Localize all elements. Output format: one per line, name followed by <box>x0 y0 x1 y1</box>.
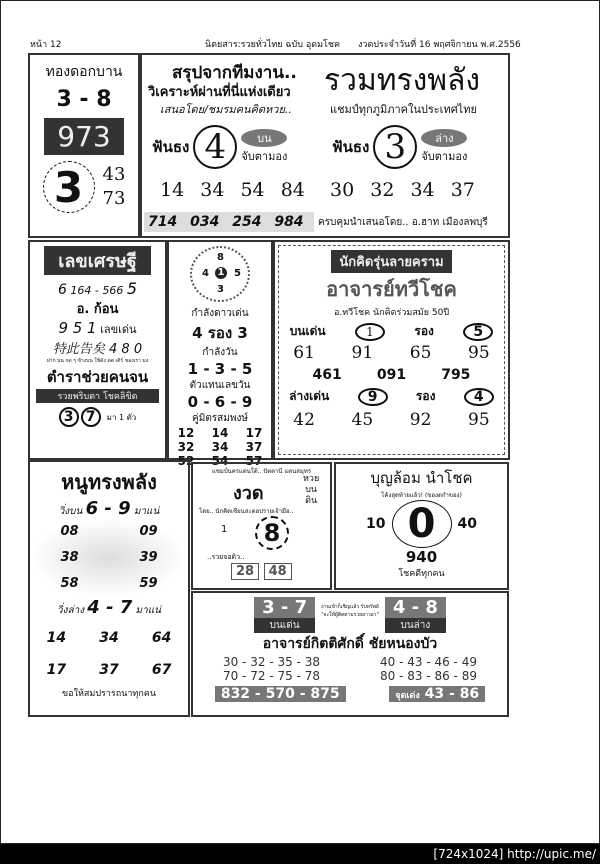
tongdok-box <box>28 53 140 238</box>
huay-side: บน <box>305 485 318 495</box>
grid-num: 37 <box>245 440 263 454</box>
lekset-note: มา 1 ตัว <box>106 412 137 422</box>
huay-big: งวด <box>233 483 264 504</box>
thawee-three: 091 <box>376 367 407 383</box>
tongdok-sub: 43 <box>102 164 126 185</box>
tongdok-big: 3 <box>43 161 95 213</box>
watch-note: จับตามอง <box>241 150 288 163</box>
thawee-rong: รอง <box>414 324 434 338</box>
kittisak-box <box>191 591 509 717</box>
nu-num: 34 <box>99 630 119 646</box>
boon-footer: โชคดีทุกคน <box>398 569 445 579</box>
publication-name: นิตยสาร:รวยทั่วไทย ฉบับ อุดมโชค <box>205 40 340 50</box>
thawee-banner: นักคิดรุ่นลายคราม <box>331 250 451 273</box>
image-watermark: [724x1024] http://upic.me/ <box>0 844 600 864</box>
nu-num: 17 <box>46 662 67 678</box>
top-number: 54 <box>240 179 265 201</box>
kittisak-name: อาจารย์กิตติศักดิ์ ชัยหนองบัว <box>262 636 438 652</box>
kittisak-threes: 832 - 570 - 875 <box>215 686 346 702</box>
kittisak-row: 70 - 72 - 75 - 78 <box>223 669 320 683</box>
boon-big: 0 <box>392 500 452 548</box>
lekset-small: ฝาก บน กด ๆ ข้างบน ใช้ดัง ดด เดิร์ ของเรา มง <box>46 358 149 364</box>
boon-box <box>334 462 509 590</box>
kamlang-label: กำลังวัน <box>202 347 238 358</box>
fanthong-label: ฟันธง <box>332 138 370 156</box>
huay-side: ดิน <box>305 496 318 506</box>
nu-pair: 6 - 9 <box>85 498 131 519</box>
kittisak-row: 40 - 43 - 46 - 49 <box>380 655 477 669</box>
nu-num: 59 <box>139 576 158 591</box>
badge-top: บน <box>241 129 287 147</box>
nu-title: หนูทรงพลัง <box>61 470 157 494</box>
page-number: หน้า 12 <box>30 40 62 50</box>
boon-sub: โค้งสุดท้ายแล้ว! (ของดกำของ) <box>381 492 462 499</box>
nu-box <box>28 460 190 717</box>
nu-pair: 4 - 7 <box>87 597 133 618</box>
thawee-top-label: บนเด่น <box>289 324 326 338</box>
grid-num: 52 <box>177 454 195 468</box>
nu-num: 37 <box>99 662 119 678</box>
huay-one: 1 <box>221 524 228 535</box>
top-number: 84 <box>280 179 305 201</box>
thawee-title: อาจารย์ทวีโชค <box>326 277 457 301</box>
nu-num: 58 <box>60 576 79 591</box>
kittisak-row: 30 - 32 - 35 - 38 <box>223 655 320 669</box>
three-digit: 254 <box>232 214 262 230</box>
nu-num: 67 <box>151 662 172 678</box>
thawee-num: 45 <box>351 410 374 430</box>
lekset-pair: 164 - 566 <box>70 284 124 297</box>
grid-num: 17 <box>245 426 263 440</box>
huay-top: แชมป์นครแดนใต้.. ปัตตานี แดนสมุทร <box>211 468 312 475</box>
fanthong-label: ฟันธง <box>152 138 190 156</box>
grid-num: 54 <box>211 454 229 468</box>
lekset-circle: 7 <box>81 407 101 427</box>
badge-bottom: ล่าง <box>421 129 467 147</box>
wheel-diagram <box>190 246 250 302</box>
boon-left: 10 <box>366 516 386 532</box>
kamlang-label: ตัวแทนเลขวัน <box>189 380 251 391</box>
tongdok-three: 973 <box>44 118 124 155</box>
summary-sub1: วิเคราะห์ผ่านที่นี่แห่งเดียว <box>148 85 291 100</box>
tongdok-pair: 3 - 8 <box>56 87 112 112</box>
kittisak-mid: งานเข้าก็เชิญแล้ว รับทรัพย์ <box>321 604 379 610</box>
grid-num: 57 <box>245 454 263 468</box>
nu-maa: มาแน่ <box>135 605 162 616</box>
wheel-digit: 4 <box>202 268 209 279</box>
lekset-title: เลขเศรษฐี <box>44 246 151 275</box>
lekset-three: 9 5 1 <box>58 319 97 337</box>
huay-side: หวย <box>303 474 320 484</box>
boon-three: 940 <box>405 548 438 566</box>
thawee-top-digit: 1 <box>355 323 385 341</box>
watch-note: จับตามอง <box>421 150 468 163</box>
thawee-num: 42 <box>293 410 315 430</box>
grid-num: 12 <box>177 426 195 440</box>
kittisak-mid2: "จะให้ผู้ติดตามรวยยาวอา" <box>321 612 379 618</box>
summary-brand: รวมทรงพลัง <box>324 63 481 98</box>
nu-footer: ขอให้สมปรารถนาทุกคน <box>62 689 156 699</box>
thawee-num: 61 <box>293 343 315 363</box>
kittisak-right-label: บนล่าง <box>385 618 446 633</box>
grid-num: 14 <box>211 426 229 440</box>
thawee-three: 461 <box>312 367 342 383</box>
kamlang-value: 4 รอง 3 <box>192 324 248 342</box>
lekset-digit: 6 <box>57 282 67 298</box>
kamlang-box <box>167 240 273 468</box>
summary-credit: ครบคุมนำเสนอโดย.. อ.ฮาท เมืองลพบุรี <box>318 217 488 228</box>
bottom-number: 30 <box>330 179 355 201</box>
nu-num: 08 <box>60 524 79 539</box>
thawee-num: 65 <box>409 343 432 363</box>
kamlang-label: คู่มิตรสมพงษ์ <box>192 413 248 424</box>
lekset-title2: ตำราช่วยคนจน <box>46 368 149 386</box>
kittisak-left-pair: 3 - 7 <box>254 597 315 618</box>
kittisak-jud: จุดเด่ง <box>395 691 420 701</box>
lekset-chinese: 特此告矣 4 8 0 <box>52 342 143 357</box>
wheel-digit: 3 <box>217 284 224 295</box>
nu-label: วิ่งล่าง <box>56 605 85 616</box>
issue-date: งวดประจำวันที่ 16 พฤศจิกายน พ.ศ.2556 <box>358 40 521 50</box>
three-digit: 984 <box>274 214 304 230</box>
summary-title: สรุปจากทีมงาน.. <box>172 63 297 83</box>
thawee-box <box>273 240 510 460</box>
summary-sub2: เสนอโดย/ชมรมคนคิดหวย.. <box>160 103 292 116</box>
fanthong-top-digit: 4 <box>193 125 237 169</box>
kamlang-label: กำลังดาวเด่น <box>191 308 249 319</box>
top-number: 14 <box>160 179 185 201</box>
bottom-number: 34 <box>410 179 435 201</box>
thawee-num: 95 <box>468 410 490 430</box>
nu-num: 38 <box>60 550 79 565</box>
lekset-sub2: รวยพริบตา โชคลิขิต <box>36 389 159 403</box>
nu-maa: มาแน่ <box>133 506 160 517</box>
kittisak-jud-pair: 43 - 86 <box>424 686 480 702</box>
huay-rung: ..รวยจอดิว.. <box>207 553 245 561</box>
nu-num: 64 <box>151 630 172 646</box>
thawee-sub: อ.ทวีโชค นักคิดร่วมสมัย 50ปี <box>333 308 450 318</box>
boon-title: บุญล้อม นำโชค <box>370 469 473 487</box>
top-number: 34 <box>200 179 225 201</box>
thawee-bottom-digit: 9 <box>358 388 388 406</box>
boon-right: 40 <box>457 516 477 532</box>
fanthong-bottom-digit: 3 <box>373 125 417 169</box>
lekset-name: อ. ก้อน <box>76 302 119 317</box>
huay-pair: 48 <box>264 563 292 580</box>
nu-num: 09 <box>139 524 158 539</box>
thawee-num: 91 <box>351 343 374 363</box>
three-digit: 034 <box>190 214 220 230</box>
huay-star: 8 <box>255 516 289 550</box>
thawee-three: 795 <box>441 367 471 383</box>
nu-num: 14 <box>46 630 67 646</box>
wheel-digit: 8 <box>217 252 224 263</box>
thawee-num: 92 <box>409 410 432 430</box>
summary-brand-sub: แชมป์ทุกภูมิภาคในประเทศไทย <box>330 103 477 116</box>
grid-num: 32 <box>177 440 195 454</box>
tongdok-sub: 73 <box>102 188 126 209</box>
huay-pair: 28 <box>231 563 259 580</box>
tongdok-title: ทองดอกบาน <box>45 64 123 80</box>
bottom-number: 32 <box>370 179 395 201</box>
bottom-number: 37 <box>450 179 475 201</box>
kamlang-value: 0 - 6 - 9 <box>187 393 253 411</box>
nu-label: วิ่งบน <box>58 506 83 517</box>
kittisak-row: 80 - 83 - 86 - 89 <box>380 669 477 683</box>
thawee-top-second: 5 <box>463 323 493 341</box>
thawee-num: 95 <box>468 343 490 363</box>
huay-box <box>191 462 332 590</box>
lekset-digit: 5 <box>126 279 138 298</box>
thawee-bottom-second: 4 <box>464 388 494 406</box>
thawee-rong: รอง <box>415 389 436 403</box>
three-digit: 714 <box>148 214 178 230</box>
summary-box <box>140 53 510 238</box>
lekset-circle: 3 <box>59 407 79 427</box>
wheel-digit: 1 <box>215 267 227 279</box>
kamlang-value: 1 - 3 - 5 <box>187 360 253 378</box>
grid-num: 34 <box>211 440 229 454</box>
lekset-lekden: เลขเด่น <box>100 323 137 336</box>
huay-by: โดย.. นักคิดเซียนสะตอปรายเจ้ามือ.. <box>199 508 294 515</box>
kittisak-left-label: บนเด่น <box>254 618 315 633</box>
wheel-digit: 5 <box>234 268 241 279</box>
nu-num: 39 <box>139 550 158 565</box>
thawee-bottom-label: ล่างเด่น <box>289 389 330 403</box>
kittisak-right-pair: 4 - 8 <box>385 597 446 618</box>
lekset-box <box>28 240 167 460</box>
